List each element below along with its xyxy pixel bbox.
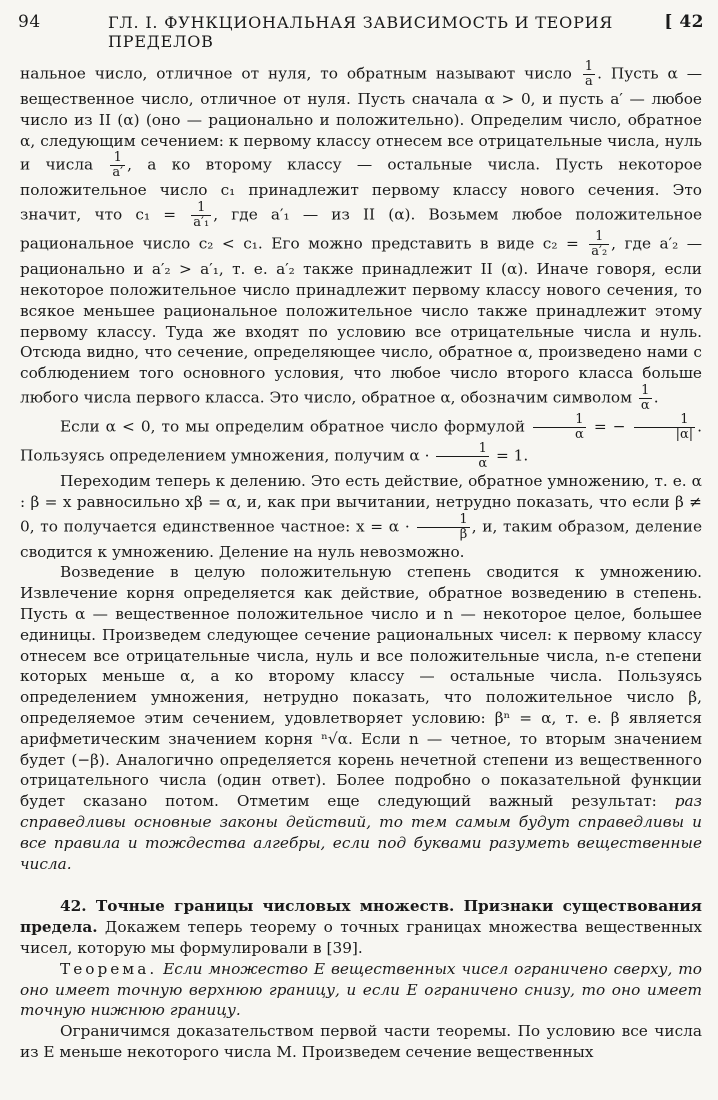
page-number: 94 — [18, 12, 41, 32]
running-title: ГЛ. I. ФУНКЦИОНАЛЬНАЯ ЗАВИСИМОСТЬ И ТЕОРИЯ ПРЕДЕЛОВ — [108, 13, 614, 51]
paragraph-exponentiation: Возведение в целую положительную степень сводится к умножению. Извлечение корня определяется как действие, обратное возведению в степень. Пусть α — вещественное положительное число и n — некоторое целое, большее единицы. Произведем следующее сечение рациональных чисел: к первому классу отнесем все отрицательные числа, нуль и все положительные числа, n-е степени которых меньше α, а ко второму классу — остальные числа. Пользуясь определением умножения, нетрудно показать, что положительное число β, определяемое этим сечением, удовлетворяет условию: βⁿ = α, т. е. β является арифметическим значением корня ⁿ√α. Если n — четное, то вторым значением будет (−β). Аналогично определяется корень нечетной степени из вещественного отрицательного числа (один ответ). Более подробно о показательной функции будет сказано потом. Отметим еще следующий важный результат: раз справедливы основные законы действий, то тем самым будут справедливы и все правила и тождества алгебры, если под буквами разуметь вещественные числа. — [20, 563, 702, 873]
paragraph-reciprocal-negative: Если α < 0, то мы определим обратное число формулой $\frac{1}{\alpha}$ = − $\frac{1}{|\alpha|}$ . Пользуясь определением умножения, получим α · $\frac{1}{\alpha}$ = 1. — [20, 411, 702, 471]
fraction: $\frac{1}{\alpha}$ — [436, 442, 489, 471]
fraction: $\frac{1}{\text{a′₂}}$ — [591, 229, 608, 260]
page-header — [18, 12, 704, 51]
fraction: $\frac{1}{\alpha}$ — [533, 413, 586, 442]
theorem — [20, 959, 702, 1021]
page-body — [20, 60, 702, 1090]
section-marker: [ 42 — [664, 12, 704, 32]
fraction: $\frac{1}{\text{a′₁}}$ — [193, 200, 210, 231]
paragraph-division: Переходим теперь к делению. Это есть действие, обратное умножению, т. е. α : β = x равносильно xβ = α, и, как при вычитании, нетрудно показать, что если β ≠ 0, то получается единственное частное: x = α · $\frac{1}{\beta}$ , и, таким образом, деление сводится к умножению. Деление на нуль невозможно. — [20, 471, 703, 561]
section-title: 42. Точные границы числовых множеств. Признаки существования предела. — [20, 897, 702, 937]
paragraph-proof: Ограничимся доказательством первой части теоремы. По условию все числа из E меньше некоторого числа M. Произведем сечение вещественных — [20, 1022, 702, 1061]
fraction: $\frac{1}{a'}$ — [112, 150, 124, 181]
section-42: 42. Точные границы числовых множеств. Признаки существования предела. Докажем теперь теорему о точных границах множества вещественных чисел, которую мы формулировали в [39]. — [20, 897, 702, 957]
fraction: $\frac{1}{a}$ — [584, 59, 594, 89]
italic-conclusion: раз справедливы основные законы действий, то тем самым будут справедливы и все правила и тождества алгебры, если под буквами разуметь вещественные числа. — [20, 792, 702, 873]
fraction: $\frac{1}{\beta}$ — [417, 513, 469, 542]
paragraph-reciprocal-positive: нальное число, отличное от нуля, то обратным называют число $\frac{1}{a}$ . Пусть α — вещественное число, отличное от нуля. Пусть сначала α > 0, и пусть a′ — любое число из II (α) (оно — рационально и положительно). Определим число, обратное α, следующим сечением: к первому классу отнесем все отрицательные числа, нуль и числа $\frac{1}{a'}$ , а ко второму классу — остальные числа. Пусть некоторое положительное число c₁ принадлежит первому классу нового сечения. Это значит, что c₁ = $\frac{1}{\text{a′₁}}$ , где a′₁ — из II (α). Возьмем любое положительное рациональное число c₂ < c₁. Его можно представить в виде c₂ = $\frac{1}{\text{a′₂}}$ , где a′₂ — рационально и a′₂ > a′₁, т. е. a′₂ также принадлежит II (α). Иначе говоря, если некоторое положительное число принадлежит первому классу нового сечения, то всякое меньшее рациональное положительное число также принадлежит этому первому классу. Туда же входят по условию все отрицательные числа и нуль. Отсюда видно, что сечение, определяющее число, обратное α, произведено нами с соблюдением того основного условия, что любое число второго класса больше любого числа первого класса. Это число, обратное α, обозначим символом $\frac{1}{\alpha}$ . — [20, 59, 703, 413]
fraction: $\frac{1}{\alpha}$ — [640, 382, 650, 413]
theorem-statement: Если множество E вещественных чисел ограничено сверху, то оно имеет точную верхнюю границу, и если E ограничено снизу, то оно имеет точную нижнюю границу. — [20, 959, 702, 1020]
theorem-label: Теорема. — [60, 959, 158, 978]
fraction: $\frac{1}{|\alpha|}$ — [634, 413, 696, 442]
